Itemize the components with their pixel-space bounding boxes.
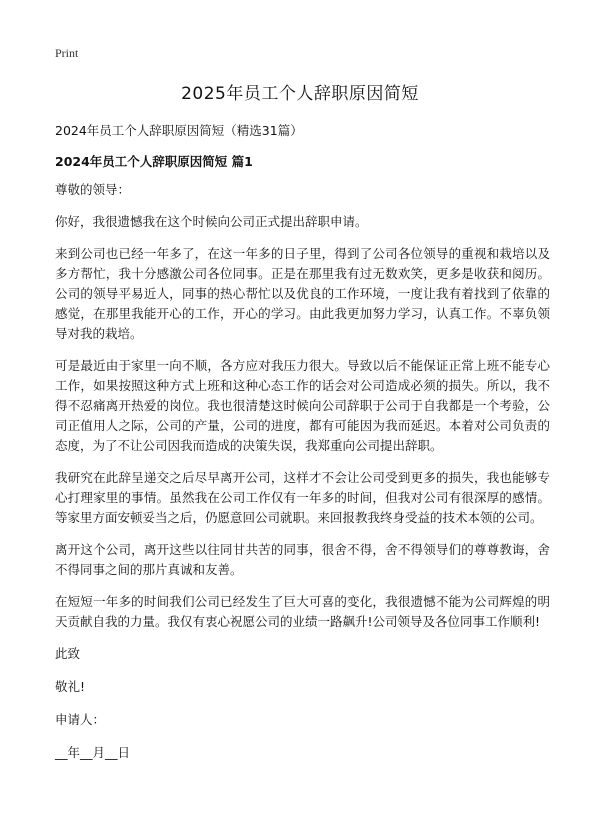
salutation: 尊敬的领导： — [55, 182, 131, 197]
paragraph: 在短短一年多的时间我们公司已经发生了巨大可喜的变化，我很遗憾不能为公司辉煌的明天贡献自我的力量。我仅有衷心祝愿公司的业绩一路飙升!公司领导及各位同事工作顺利! — [55, 594, 550, 629]
document-title: 2025年员工个人辞职原因简短 — [181, 84, 419, 104]
paragraph: 离开这个公司，离开这些以往同甘共苦的同事，很舍不得，舍不得领导们的尊尊教诲，舍不得同事之间的那片真诚和友善。 — [55, 542, 550, 577]
document-subtitle: 2024年员工个人辞职原因简短（精选31篇） — [55, 123, 303, 138]
paragraph: 你好，我很遗憾我在这个时候向公司正式提出辞职申请。 — [55, 214, 368, 229]
letter-body — [55, 180, 550, 776]
paragraph: 可是最近由于家里一向不顺，各方应对我压力很大。导致以后不能保证正常上班不能专心工作，如果按照这种方式上班和这种心态工作的话会对公司造成必须的损失。所以，我不得不忍痛离开热爱的岗位。我也很清楚这时候向公司辞职于公司于自我都是一个考验，公司正值用人之际，公司的产量，公司的进度，都有可能因为我而延迟。本着对公司负责的态度，为了不让公司因我而造成的决策失误，我郑重向公司提出辞职。 — [55, 358, 550, 453]
section-heading: 2024年员工个人辞职原因简短 篇1 — [55, 154, 253, 169]
paragraph: 来到公司也已经一年多了，在这一年多的日子里，得到了公司各位领导的重视和栽培以及多方帮忙，我十分感激公司各位同事。正是在那里我有过无数欢笑，更多是收获和阅历。公司的领导平易近人，同事的热心帮忙以及优良的工作环境，一度让我有着找到了依靠的感觉，在那里我能开心的工作，开心的学习。由此我更加努力学习，认真工作。不辜负领导对我的栽培。 — [55, 246, 550, 341]
closing-salute: 敬礼! — [55, 679, 86, 694]
closing-line: 此致 — [55, 646, 81, 661]
date-line: __年__月__日 — [55, 745, 131, 760]
applicant-label: 申请人： — [55, 712, 106, 727]
paragraph: 我研究在此辞呈递交之后尽早离开公司，这样才不会让公司受到更多的损失，我也能够专心打理家里的事情。虽然我在公司工作仅有一年多的时间，但我对公司有很深厚的感情。等家里方面安顿妥当之后，仍愿意回公司就职。来回报教我终身受益的技术本领的公司。 — [55, 470, 550, 525]
print-label[interactable]: Print — [55, 46, 79, 60]
